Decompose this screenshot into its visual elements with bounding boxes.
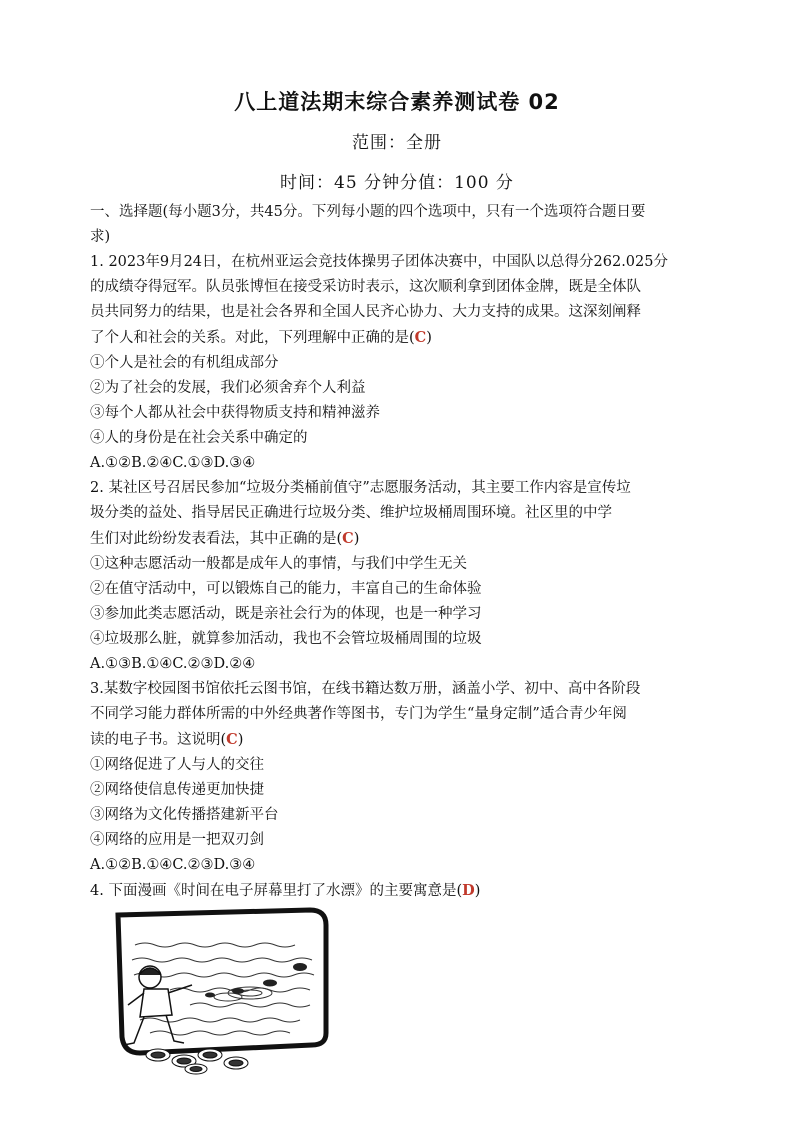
question-stem-line: 4. 下面漫画《时间在电子屏幕里打了水漂》的主要寓意是(D): [90, 882, 481, 899]
statement-item: ③每个人都从社会中获得物质支持和精神滋养: [90, 405, 380, 421]
statement-item: ②网络使信息传递更加快捷: [90, 782, 264, 798]
statement-item: ①这种志愿活动一般都是成年人的事情，与我们中学生无关: [90, 556, 467, 572]
statement-item: ①个人是社会的有机组成部分: [90, 355, 279, 371]
answer-options: A.①②B.②④C.①③D.③④: [90, 455, 256, 471]
statement-item: ④网络的应用是一把双刃剑: [90, 832, 264, 848]
page-title: 八上道法期末综合素养测试卷 02: [234, 90, 560, 114]
exam-range: 范围：全册: [352, 133, 442, 153]
exam-time: 时间：45 分钟分值：100 分: [280, 173, 514, 193]
statement-item: ④垃圾那么脏，就算参加活动，我也不会管垃圾桶周围的垃圾: [90, 631, 482, 647]
statement-item: ②在值守活动中，可以锻炼自己的能力，丰富自己的生命体验: [90, 581, 482, 597]
question-stem-line: 圾分类的益处、指导居民正确进行垃圾分类、维护垃圾桶周围环境。社区里的中学: [90, 505, 612, 521]
question-4: [90, 878, 710, 904]
question-stem-line: 不同学习能力群体所需的中外经典著作等图书，专门为学生“量身定制”适合青少年阅: [90, 706, 627, 722]
answer-mark: C: [226, 731, 238, 748]
section-heading: 一、选择题(每小题3分，共45分。下列每小题的四个选项中，只有一个选项符合题日要: [90, 204, 646, 220]
question-stem-line: 员共同努力的结果，也是社会各界和全国人民齐心协力、大力支持的成果。这深刻阐释: [90, 304, 641, 320]
question-2: [90, 476, 710, 677]
question-stem-line: 3.某数字校园图书馆依托云图书馆，在线书籍达数万册，涵盖小学、初中、高中各阶段: [90, 681, 641, 697]
answer-mark: D: [462, 882, 475, 899]
question-1: [90, 250, 710, 476]
question-stem-line: 2. 某社区号召居民参加“垃圾分类桶前值守”志愿服务活动，其主要工作内容是宣传垃: [90, 480, 631, 496]
section-heading-cont: 求): [90, 229, 111, 245]
exam-body: [90, 200, 710, 904]
statement-item: ②为了社会的发展，我们必须舍弃个人利益: [90, 380, 366, 396]
statement-item: ③网络为文化传播搭建新平台: [90, 807, 279, 823]
answer-options: A.①②B.①④C.②③D.③④: [90, 857, 256, 873]
statement-item: ①网络促进了人与人的交往: [90, 757, 264, 773]
answer-mark: C: [414, 329, 427, 346]
statement-item: ④人的身份是在社会关系中确定的: [90, 430, 308, 446]
question-stem-line: 读的电子书。这说明(C): [90, 731, 244, 748]
question-stem-line: 生们对此纷纷发表看法，其中正确的是(C): [90, 530, 360, 547]
question-stem-line: 的成绩夺得冠军。队员张博恒在接受采访时表示，这次顺利拿到团体金牌，既是全体队: [90, 279, 641, 295]
answer-options: A.①③B.①④C.②③D.②④: [90, 656, 256, 672]
statement-item: ③参加此类志愿活动，既是亲社会行为的体现，也是一种学习: [90, 606, 482, 622]
question-stem-line: 1. 2023年9月24日，在杭州亚运会竞技体操男子团体决赛中，中国队以总得分262.025分: [90, 254, 668, 270]
answer-mark: C: [342, 530, 354, 547]
question-stem-line: 了个人和社会的关系。对此，下列理解中正确的是(C): [90, 329, 432, 346]
question-3: [90, 677, 710, 878]
cartoon-illustration: [110, 905, 332, 1075]
